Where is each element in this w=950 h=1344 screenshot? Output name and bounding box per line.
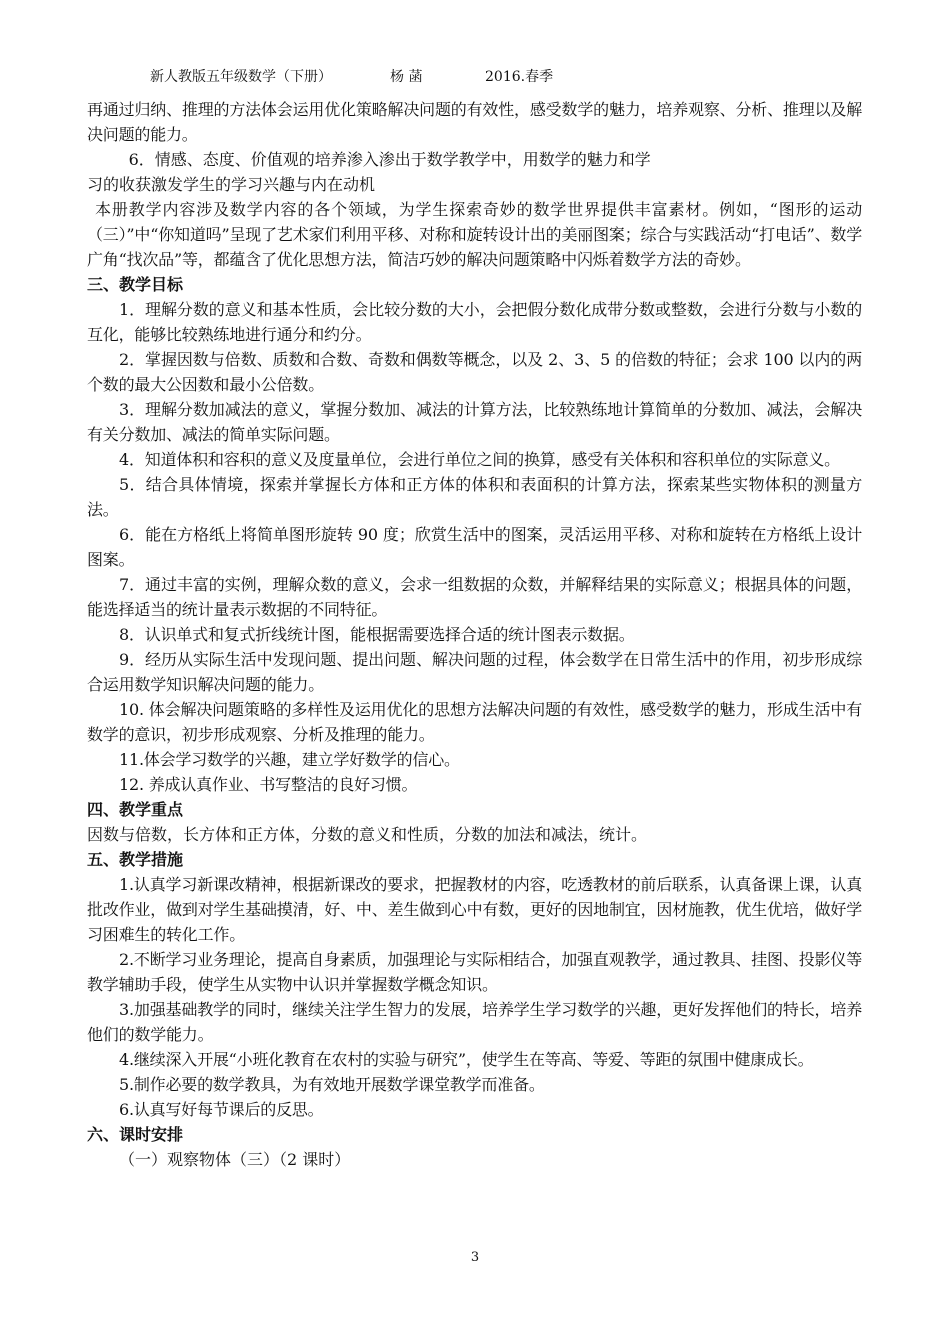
goal-item-7: 7．通过丰富的实例，理解众数的意义，会求一组数据的众数，并解释结果的实际意义；根据具体的问题，能选择适当的统计量表示数据的不同特征。 xyxy=(87,575,862,619)
intro-continuation: 再通过归纳、推理的方法体会运用优化策略解决问题的有效性，感受数学的魅力，培养观察、分析、推理以及解决问题的能力。 xyxy=(87,100,862,144)
measure-item-1: 1.认真学习新课改精神，根据新课改的要求，把握教材的内容，吃透教材的前后联系，认真备课上课，认真批改作业，做到对学生基础摸清，好、中、差生做到心中有数，更好的因地制宜，因材施教，优生优培，做好学习困难生的转化工作。 xyxy=(87,875,862,944)
measure-item-3: 3.加强基础教学的同时，继续关注学生智力的发展，培养学生学习数学的兴趣，更好发挥他们的特长，培养他们的数学能力。 xyxy=(87,1000,862,1044)
measure-item-4: 4.继续深入开展“小班化教育在农村的实验与研究”，使学生在等高、等爱、等距的氛围中健康成长。 xyxy=(119,1050,814,1069)
page-number: 3 xyxy=(470,1250,480,1265)
goal-item-4: 4．知道体积和容积的意义及度量单位，会进行单位之间的换算，感受有关体积和容积单位的实际意义。 xyxy=(119,450,840,469)
key-points-text: 因数与倍数，长方体和正方体，分数的意义和性质，分数的加法和减法，统计。 xyxy=(87,825,648,844)
goal-item-10: 10. 体会解决问题策略的多样性及运用优化的思想方法解决问题的有效性，感受数学的魅力，形成生活中有数学的意识，初步形成观察、分析及推理的能力。 xyxy=(87,700,862,744)
section6-heading: 六、课时安排 xyxy=(87,1125,184,1144)
goal-item-11: 11.体会学习数学的兴趣，建立学好数学的信心。 xyxy=(119,750,460,769)
header-author: 杨 菡 xyxy=(390,69,423,85)
goal-item-12: 12. 养成认真作业、书写整洁的良好习惯。 xyxy=(119,775,418,794)
point6-line1: 6．情感、态度、价值观的培养渗入渗出于数学教学中，用数学的魅力和学 xyxy=(128,150,651,169)
measure-item-5: 5.制作必要的数学教具，为有效地开展数学课堂教学而准备。 xyxy=(119,1075,545,1094)
section4-heading: 四、教学重点 xyxy=(87,800,184,819)
section5-heading: 五、教学措施 xyxy=(87,850,184,869)
header-title: 新人教版五年级数学（下册） xyxy=(150,69,332,85)
section3-heading: 三、教学目标 xyxy=(87,275,184,294)
measure-item-2: 2.不断学习业务理论，提高自身素质，加强理论与实际相结合，加强直观教学，通过教具、挂图、投影仪等教学辅助手段，使学生从实物中认识并掌握数学概念知识。 xyxy=(87,950,862,994)
page-header xyxy=(150,66,553,86)
goal-item-5: 5．结合具体情境，探索并掌握长方体和正方体的体积和表面积的计算方法，探索某些实物体积的测量方法。 xyxy=(87,475,862,519)
header-term: 2016.春季 xyxy=(485,69,554,85)
goal-item-1: 1．理解分数的意义和基本性质，会比较分数的大小，会把假分数化成带分数或整数，会进行分数与小数的互化，能够比较熟练地进行通分和约分。 xyxy=(87,300,862,344)
goal-item-8: 8．认识单式和复式折线统计图，能根据需要选择合适的统计图表示数据。 xyxy=(119,625,635,644)
goal-item-9: 9．经历从实际生活中发现问题、提出问题、解决问题的过程，体会数学在日常生活中的作用，初步形成综合运用数学知识解决问题的能力。 xyxy=(87,650,862,694)
goal-item-2: 2．掌握因数与倍数、质数和合数、奇数和偶数等概念，以及 2、3、5 的倍数的特征；会求 100 以内的两个数的最大公因数和最小公倍数。 xyxy=(87,350,862,394)
point6-line2: 习的收获激发学生的学习兴趣与内在动机 xyxy=(87,175,376,194)
schedule-item-1: （一）观察物体（三）（2 课时） xyxy=(119,1150,351,1169)
measure-item-6: 6.认真写好每节课后的反思。 xyxy=(119,1100,324,1119)
document-body xyxy=(87,97,862,1172)
goal-item-6: 6．能在方格纸上将简单图形旋转 90 度；欣赏生活中的图案，灵活运用平移、对称和旋转在方格纸上设计图案。 xyxy=(87,525,862,569)
materials-paragraph: 本册教学内容涉及数学内容的各个领域，为学生探索奇妙的数学世界提供丰富素材。例如，“图形的运动（三）”中“你知道吗”呈现了艺术家们利用平移、对称和旋转设计出的美丽图案；综合与实践活动“打电话”、数学广角“找次品”等，都蕴含了优化思想方法，简洁巧妙的解决问题策略中闪烁着数学方法的奇妙。 xyxy=(87,200,862,269)
goal-item-3: 3．理解分数加减法的意义，掌握分数加、减法的计算方法，比较熟练地计算简单的分数加、减法，会解决有关分数加、减法的简单实际问题。 xyxy=(87,400,862,444)
